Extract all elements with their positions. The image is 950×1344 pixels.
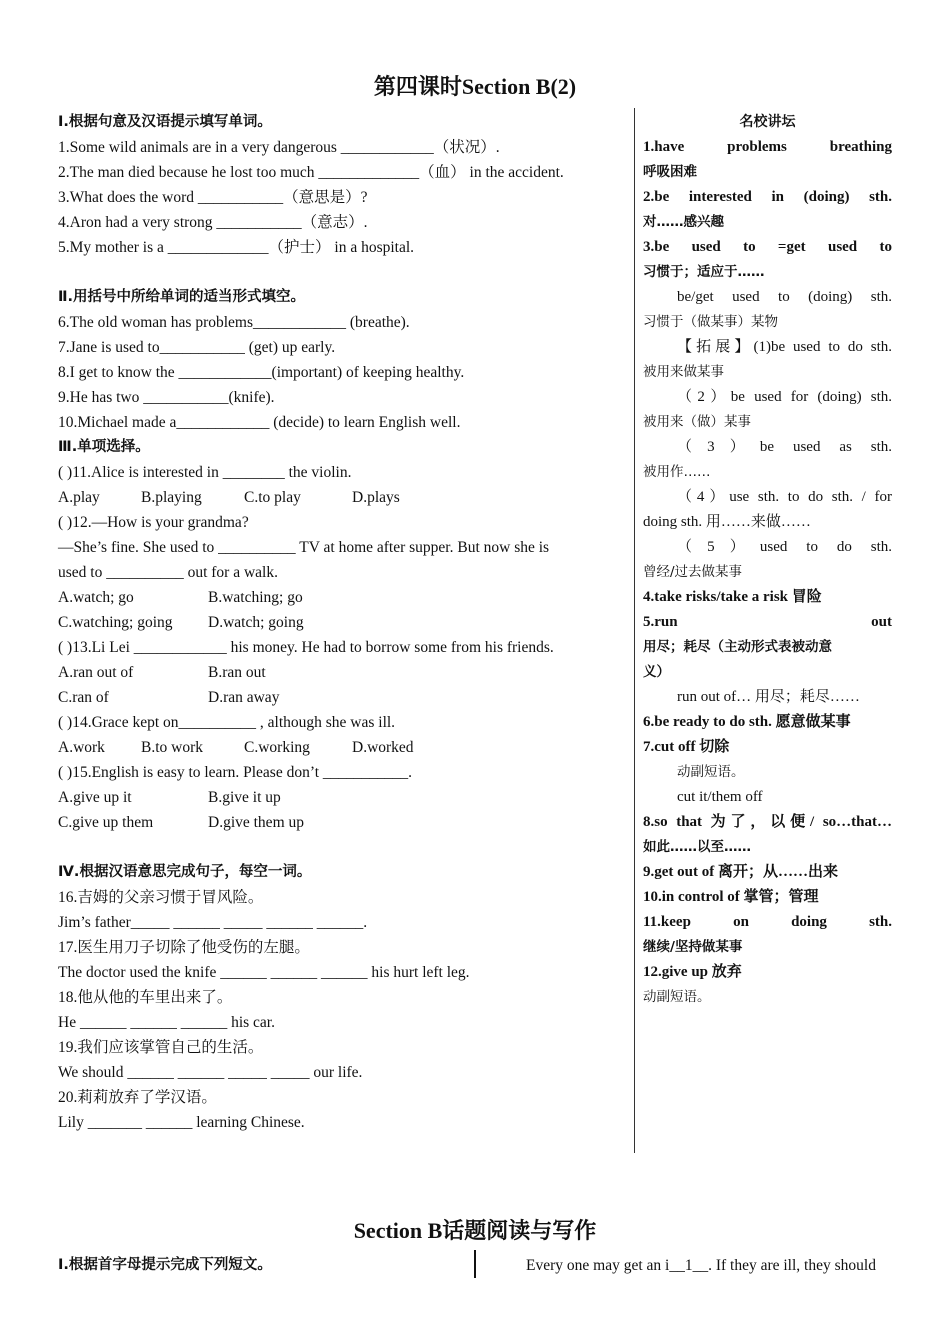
section-heading: Ⅰ.根据句意及汉语提示填写单词。: [58, 114, 272, 130]
column-divider: [634, 108, 635, 1153]
blank-line: [58, 260, 630, 285]
answer-options: [58, 485, 630, 510]
option: D.plays: [352, 489, 400, 506]
option: B.watching; go: [208, 589, 303, 606]
option: B.playing: [141, 489, 202, 506]
option: C.give up them: [58, 814, 154, 831]
reading-instruction: Ⅰ.根据首字母提示完成下列短文。: [58, 1257, 272, 1273]
note-line: 被用来做某事: [643, 364, 724, 380]
option: D.ran away: [208, 689, 280, 706]
option: D.give them up: [208, 814, 304, 831]
note-line: 【拓展】(1)be used to do sth.: [677, 339, 892, 355]
answer-options: [58, 660, 630, 685]
note-line: 5.run out: [643, 614, 892, 630]
note-line: 11.keep on doing sth.: [643, 914, 892, 930]
note-line: cut it/them off: [677, 789, 763, 805]
question-line: 19.我们应该掌管自己的生活。: [58, 1039, 264, 1056]
question-line: 6.The old woman has problems____________ (breathe).: [58, 314, 410, 331]
text-cursor-bar: [474, 1250, 476, 1278]
note-line: 6.be ready to do sth. 愿意做某事: [643, 714, 851, 730]
note-line: （4）use sth. to do sth. / for: [677, 489, 892, 505]
option: B.give it up: [208, 789, 281, 806]
option: A.work: [58, 739, 105, 756]
note-line: 2.be interested in (doing) sth.: [643, 189, 892, 205]
question-line: ( )12.—How is your grandma?: [58, 514, 249, 531]
option: D.worked: [352, 739, 414, 756]
note-line: be/get used to (doing) sth.: [677, 289, 892, 305]
notes-column: [643, 110, 892, 1010]
question-line: The doctor used the knife ______ ______ ______ his hurt left leg.: [58, 964, 470, 981]
question-line: We should ______ ______ _____ _____ our life.: [58, 1064, 363, 1081]
answer-options: [58, 735, 630, 760]
question-line: 10.Michael made a____________ (decide) to learn English well.: [58, 414, 461, 431]
question-line: He ______ ______ ______ his car.: [58, 1014, 275, 1031]
note-line: 被用作……: [643, 464, 711, 480]
note-line: 8.so that 为了，以便/ so…that…: [643, 814, 892, 830]
section-heading: Ⅱ.用括号中所给单词的适当形式填空。: [58, 289, 306, 305]
question-line: 7.Jane is used to___________ (get) up early.: [58, 339, 336, 356]
note-line: 9.get out of 离开；从……出来: [643, 864, 838, 880]
note-line: 3.be used to =get used to: [643, 239, 892, 255]
question-line: Lily _______ ______ learning Chinese.: [58, 1114, 305, 1131]
note-line: （5）used to do sth.: [677, 539, 892, 555]
note-line: 名校讲坛: [739, 114, 796, 130]
question-line: 4.Aron had a very strong ___________（意志）.: [58, 214, 368, 231]
question-line: 3.What does the word ___________（意思是）?: [58, 189, 368, 206]
question-line: 16.吉姆的父亲习惯于冒风险。: [58, 889, 264, 906]
option: C.ran of: [58, 689, 109, 706]
question-line: —She’s fine. She used to __________ TV at home after supper. But now she is: [58, 539, 550, 556]
question-line: ( )11.Alice is interested in ________ the violin.: [58, 464, 352, 481]
option: C.to play: [244, 489, 301, 506]
note-line: 习惯于；适应于……: [643, 264, 765, 280]
page-title: 第四课时Section B(2): [373, 74, 577, 99]
option: C.watching; going: [58, 614, 173, 631]
note-line: doing sth. 用……来做……: [643, 514, 811, 530]
answer-options: [58, 810, 630, 835]
note-line: 10.in control of 掌管；管理: [643, 889, 819, 905]
note-line: 4.take risks/take a risk 冒险: [643, 589, 822, 605]
question-line: 2.The man died because he lost too much _____________（血） in the accident.: [58, 164, 564, 181]
answer-options: [58, 585, 630, 610]
answer-options: [58, 610, 630, 635]
note-line: 呼吸困难: [643, 164, 697, 180]
question-line: 8.I get to know the ____________(important) of keeping healthy.: [58, 364, 465, 381]
note-line: 对……感兴趣: [643, 214, 724, 230]
option: B.to work: [141, 739, 203, 756]
answer-options: [58, 785, 630, 810]
option: A.give up it: [58, 789, 132, 806]
note-line: 动副短语。: [677, 764, 745, 780]
option: A.ran out of: [58, 664, 134, 681]
note-line: 习惯于（做某事）某物: [643, 314, 778, 330]
question-line: 9.He has two ___________(knife).: [58, 389, 275, 406]
note-line: 动副短语。: [643, 989, 711, 1005]
option: B.ran out: [208, 664, 266, 681]
question-line: ( )13.Li Lei ____________ his money. He had to borrow some from his friends.: [58, 639, 554, 656]
note-line: （3）be used as sth.: [677, 439, 892, 455]
option: A.watch; go: [58, 589, 134, 606]
option: A.play: [58, 489, 100, 506]
note-line: 义）: [643, 664, 670, 680]
note-line: 曾经/过去做某事: [643, 564, 743, 580]
question-line: 20.莉莉放弃了学汉语。: [58, 1089, 217, 1106]
question-line: used to __________ out for a walk.: [58, 564, 278, 581]
option: C.working: [244, 739, 310, 756]
note-line: 继续/坚持做某事: [643, 939, 743, 955]
section-title: Section B话题阅读与写作: [353, 1218, 597, 1243]
question-line: ( )14.Grace kept on__________ , although she was ill.: [58, 714, 396, 731]
note-line: 用尽；耗尽（主动形式表被动意: [643, 639, 832, 655]
answer-options: [58, 685, 630, 710]
option: D.watch; going: [208, 614, 304, 631]
exercise-column: [58, 110, 630, 1135]
question-line: ( )15.English is easy to learn. Please don’t ___________.: [58, 764, 413, 781]
question-line: 18.他从他的车里出来了。: [58, 989, 233, 1006]
note-line: 7.cut off 切除: [643, 739, 730, 755]
question-line: Jim’s father_____ ______ _____ ______ ______.: [58, 914, 368, 931]
question-line: 17.医生用刀子切除了他受伤的左腿。: [58, 939, 310, 956]
note-line: run out of… 用尽；耗尽……: [677, 689, 860, 705]
reading-passage-start: Every one may get an i__1__. If they are ill, they should: [526, 1257, 876, 1274]
section-heading: Ⅳ.根据汉语意思完成句子，每空一词。: [58, 864, 312, 880]
note-line: 被用来（做）某事: [643, 414, 751, 430]
section-heading: Ⅲ.单项选择。: [58, 439, 150, 455]
note-line: 1.have problems breathing: [643, 139, 892, 155]
note-line: （2）be used for (doing) sth.: [677, 389, 892, 405]
question-line: 5.My mother is a _____________（护士） in a hospital.: [58, 239, 415, 256]
note-line: 如此……以至……: [643, 839, 751, 855]
blank-line: [58, 835, 630, 860]
question-line: 1.Some wild animals are in a very dangerous ____________（状况）.: [58, 139, 500, 156]
note-line: 12.give up 放弃: [643, 964, 742, 980]
